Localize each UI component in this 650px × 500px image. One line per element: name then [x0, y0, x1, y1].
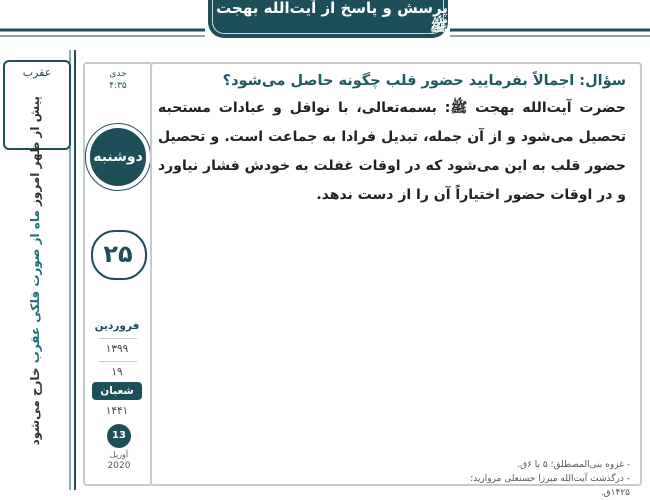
persian-year: ۱۳۹۹ — [105, 343, 129, 355]
divider — [99, 361, 137, 362]
day-number: ۲۵ — [103, 240, 133, 268]
question-text: سؤال: اجمالاً بفرمایید حضور قلب چگونه حاصل می‌شود؟ — [222, 73, 626, 89]
answer-text: حضرت آیت‌الله بهجت ﷺ: بسمه‌تعالی، با نوافل و عبادات مستحبه تحصیل می‌شود و از آن جمله، تبدیل فرادا به جماعت است. و تحصیل حضور قلب به این می‌شود که در اوقات غفلت به خودش فشار نیاورد و در اوقات حضور اختیاراً آن را از دست ندهد. — [158, 100, 626, 203]
footnote-item: - درگذشت آیت‌الله میرزا حسنعلی مروارید؛ ۱۴۲۵ق. — [470, 474, 630, 498]
gregorian-day: 13 — [107, 424, 131, 448]
note-part-c: خارج می‌شود — [28, 363, 42, 446]
footnotes — [440, 458, 630, 500]
gregorian-year: 2020 — [107, 461, 131, 471]
divider — [99, 338, 137, 339]
zodiac-vertical-note — [24, 96, 46, 446]
hijri-year: ۱۴۴۱ — [105, 405, 129, 417]
header-title: پرسش و پاسخ از آیت‌الله بهجت ﷺ — [216, 0, 448, 35]
jadi-time: ۴:۳۵ — [109, 81, 127, 91]
page-header — [208, 0, 448, 38]
weekday-badge — [90, 128, 146, 186]
weekday-label: دوشنبه — [93, 149, 143, 165]
qa-content — [158, 70, 626, 210]
note-part-b: ماه از صورت فلکی عقرب — [28, 210, 42, 364]
note-part-a: پیش از ظهر امروز — [28, 96, 42, 211]
hijri-day: ۱۹ — [111, 366, 123, 378]
zodiac-label: عقرب — [22, 66, 52, 79]
jadi-info — [98, 68, 138, 92]
gregorian-month: آوریل — [109, 450, 129, 459]
hijri-month: شعبان — [92, 382, 142, 400]
persian-month: فروردین — [94, 320, 140, 332]
footnote-item: - غزوه بنی‌المصطلق؛ ۵ با ۶ق. — [517, 460, 630, 470]
jadi-label: جدی — [109, 69, 127, 79]
